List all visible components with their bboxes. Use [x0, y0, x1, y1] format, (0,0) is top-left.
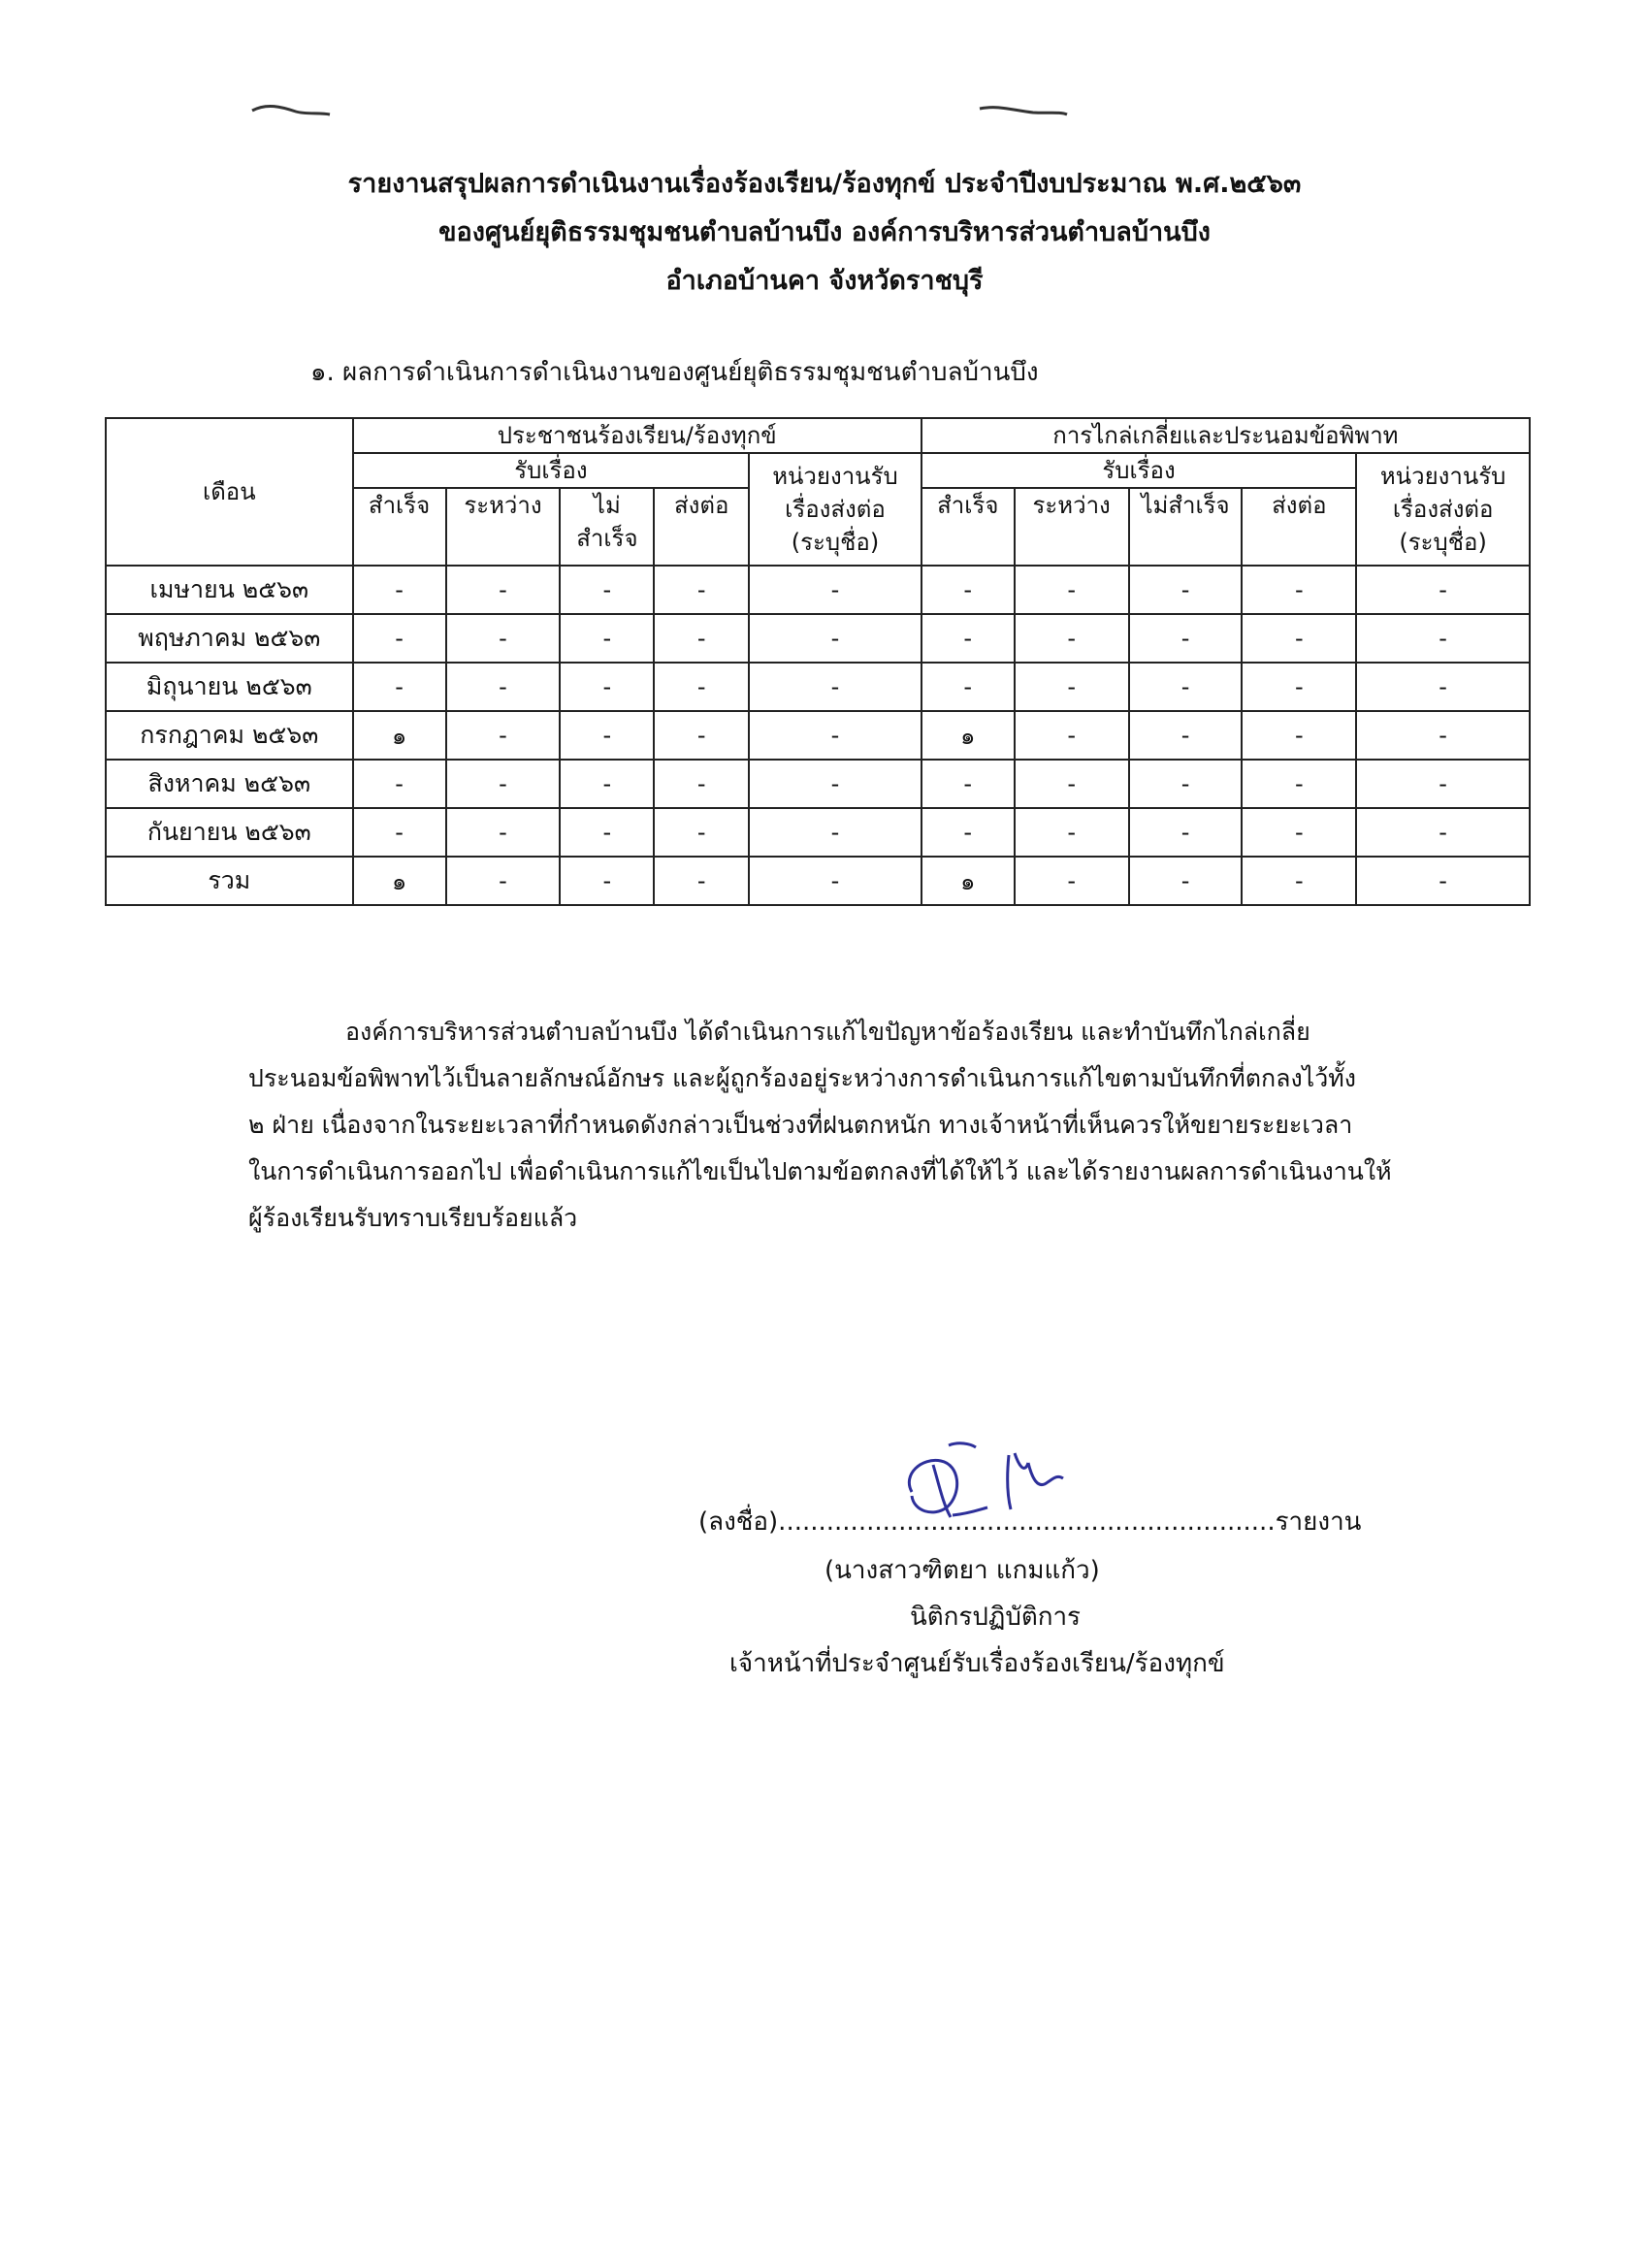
value-cell: - — [654, 760, 749, 808]
value-cell: - — [1356, 760, 1530, 808]
value-cell: - — [922, 663, 1015, 711]
group1-forward-unit-header: หน่วยงานรับ เรื่องส่งต่อ (ระบุชื่อ) — [749, 453, 922, 566]
results-table — [105, 417, 1531, 906]
value-cell: - — [1242, 566, 1356, 614]
paragraph-line-3: ๒ ฝ่าย เนื่องจากในระยะเวลาที่กำหนดดังกล่าวเป็นช่วงที่ฝนตกหนัก ทางเจ้าหน้าที่เห็นควรให้ขยายระยะเวลา — [248, 1111, 1353, 1139]
value-cell: - — [446, 857, 561, 905]
table-row — [106, 566, 1530, 614]
month-cell: เมษายน ๒๕๖๓ — [106, 566, 353, 614]
table-row — [106, 663, 1530, 711]
signer-position: นิติกรปฏิบัติการ — [910, 1603, 1082, 1632]
value-cell: - — [1356, 614, 1530, 663]
month-cell: กันยายน ๒๕๖๓ — [106, 808, 353, 857]
month-cell: สิงหาคม ๒๕๖๓ — [106, 760, 353, 808]
group2-header: การไกล่เกลี่ยและประนอมข้อพิพาท — [922, 418, 1530, 453]
value-cell: - — [1129, 760, 1243, 808]
value-cell: - — [446, 566, 561, 614]
value-cell: - — [1356, 663, 1530, 711]
g2-success-header: สำเร็จ — [922, 488, 1015, 566]
value-cell: - — [1015, 663, 1129, 711]
value-cell: - — [560, 711, 654, 760]
group1-header: ประชาชนร้องเรียน/ร้องทุกข์ — [353, 418, 922, 453]
table-row — [106, 760, 1530, 808]
value-cell: - — [446, 808, 561, 857]
section-heading: ๑. ผลการดำเนินการดำเนินงานของศูนย์ยุติธรรมชุมชนตำบลบ้านบึง — [310, 358, 1039, 387]
value-cell: - — [749, 808, 922, 857]
value-cell: ๑ — [922, 711, 1015, 760]
report-title-line-1: รายงานสรุปผลการดำเนินงานเรื่องร้องเรียน/ร้องทุกข์ ประจำปีงบประมาณ พ.ศ.๒๕๖๓ — [347, 169, 1302, 199]
paragraph-line-5: ผู้ร้องเรียนรับทราบเรียบร้อยแล้ว — [248, 1204, 578, 1232]
table-row — [106, 614, 1530, 663]
group1-received-header: รับเรื่อง — [353, 453, 750, 488]
value-cell: - — [1129, 857, 1243, 905]
value-cell: - — [560, 857, 654, 905]
value-cell: - — [654, 663, 749, 711]
month-header: เดือน — [106, 418, 353, 566]
report-title-line-3: อำเภอบ้านคา จังหวัดราชบุรี — [665, 266, 984, 296]
scan-mark-right — [975, 97, 1072, 126]
value-cell: - — [1015, 711, 1129, 760]
signer-role: เจ้าหน้าที่ประจำศูนย์รับเรื่องร้องเรียน/ร้องทุกข์ — [729, 1649, 1225, 1678]
paragraph-line-4: ในการดำเนินการออกไป เพื่อดำเนินการแก้ไขเป็นไปตามข้อตกลงที่ได้ให้ไว้ และได้รายงานผลการดำเนินงานให้ — [248, 1157, 1392, 1185]
value-cell: - — [353, 566, 446, 614]
value-cell: - — [749, 711, 922, 760]
value-cell: - — [560, 663, 654, 711]
paragraph-line-2: ประนอมข้อพิพาทไว้เป็นลายลักษณ์อักษร และผู้ถูกร้องอยู่ระหว่างการดำเนินการแก้ไขตามบันทึกที่ตกลงไว้ทั้ง — [248, 1064, 1356, 1092]
value-cell: - — [560, 808, 654, 857]
value-cell: - — [1242, 711, 1356, 760]
g1-success-header: สำเร็จ — [353, 488, 446, 566]
paragraph-line-1: องค์การบริหารส่วนตำบลบ้านบึง ได้ดำเนินการแก้ไขปัญหาข้อร้องเรียน และทำบันทึกไกล่เกลี่ย — [345, 1018, 1310, 1046]
month-cell: มิถุนายน ๒๕๖๓ — [106, 663, 353, 711]
value-cell: - — [560, 614, 654, 663]
g2-forward-header: ส่งต่อ — [1242, 488, 1356, 566]
value-cell: - — [353, 760, 446, 808]
table-row — [106, 857, 1530, 905]
value-cell: - — [560, 566, 654, 614]
value-cell: - — [1129, 663, 1243, 711]
value-cell: - — [446, 760, 561, 808]
value-cell: - — [1242, 614, 1356, 663]
value-cell: - — [1242, 760, 1356, 808]
value-cell: - — [1356, 808, 1530, 857]
value-cell: - — [749, 857, 922, 905]
value-cell: - — [1356, 857, 1530, 905]
value-cell: - — [1015, 566, 1129, 614]
value-cell: ๑ — [922, 857, 1015, 905]
value-cell: - — [654, 614, 749, 663]
value-cell: - — [654, 857, 749, 905]
value-cell: - — [654, 566, 749, 614]
value-cell: - — [1015, 760, 1129, 808]
value-cell: ๑ — [353, 857, 446, 905]
g1-failed-header: ไม่ สำเร็จ — [560, 488, 654, 566]
value-cell: - — [922, 808, 1015, 857]
value-cell: - — [1129, 566, 1243, 614]
value-cell: - — [1242, 857, 1356, 905]
report-title-line-2: ของศูนย์ยุติธรรมชุมชนตำบลบ้านบึง องค์การบริหารส่วนตำบลบ้านบึง — [438, 217, 1211, 247]
g2-failed-header: ไม่สำเร็จ — [1129, 488, 1243, 566]
table-row — [106, 711, 1530, 760]
signature-line: (ลงชื่อ)..............................................................รายงาน — [698, 1507, 1362, 1537]
value-cell: - — [1015, 808, 1129, 857]
value-cell: - — [922, 566, 1015, 614]
value-cell: - — [446, 711, 561, 760]
value-cell: - — [749, 663, 922, 711]
value-cell: - — [1015, 857, 1129, 905]
value-cell: - — [749, 566, 922, 614]
value-cell: - — [749, 614, 922, 663]
scan-mark-left — [247, 97, 335, 126]
value-cell: - — [1356, 711, 1530, 760]
value-cell: - — [1015, 614, 1129, 663]
value-cell: - — [654, 808, 749, 857]
value-cell: - — [353, 808, 446, 857]
g1-forward-header: ส่งต่อ — [654, 488, 749, 566]
month-cell: กรกฎาคม ๒๕๖๓ — [106, 711, 353, 760]
value-cell: ๑ — [353, 711, 446, 760]
value-cell: - — [1242, 663, 1356, 711]
signer-name: (นางสาวฑิตยา แกมแก้ว) — [824, 1556, 1100, 1585]
value-cell: - — [560, 760, 654, 808]
month-cell: พฤษภาคม ๒๕๖๓ — [106, 614, 353, 663]
value-cell: - — [353, 614, 446, 663]
value-cell: - — [446, 614, 561, 663]
value-cell: - — [1129, 614, 1243, 663]
value-cell: - — [1242, 808, 1356, 857]
g2-pending-header: ระหว่าง — [1015, 488, 1129, 566]
table-row — [106, 808, 1530, 857]
value-cell: - — [922, 614, 1015, 663]
value-cell: - — [353, 663, 446, 711]
value-cell: - — [1129, 711, 1243, 760]
value-cell: - — [446, 663, 561, 711]
month-cell: รวม — [106, 857, 353, 905]
value-cell: - — [922, 760, 1015, 808]
value-cell: - — [1356, 566, 1530, 614]
value-cell: - — [654, 711, 749, 760]
group2-received-header: รับเรื่อง — [922, 453, 1356, 488]
group2-forward-unit-header: หน่วยงานรับ เรื่องส่งต่อ (ระบุชื่อ) — [1356, 453, 1530, 566]
value-cell: - — [1129, 808, 1243, 857]
g1-pending-header: ระหว่าง — [446, 488, 561, 566]
value-cell: - — [749, 760, 922, 808]
